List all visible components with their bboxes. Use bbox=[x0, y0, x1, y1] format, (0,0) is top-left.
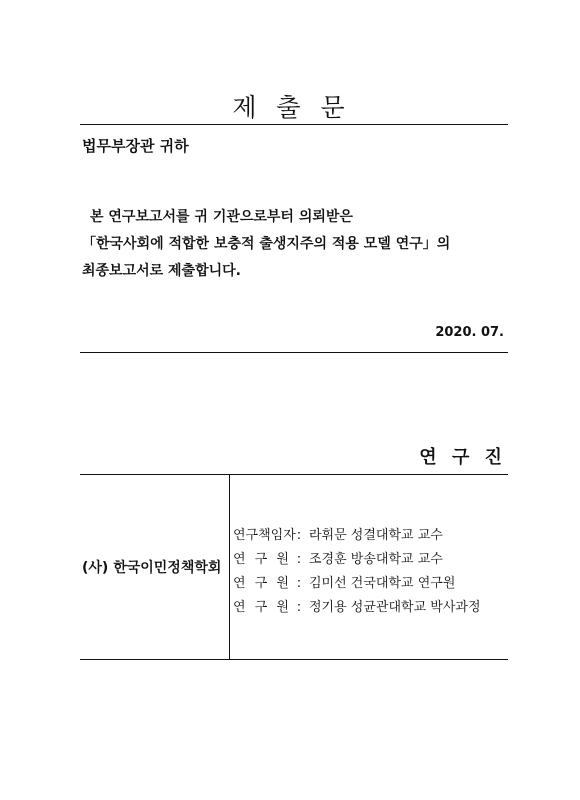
member-role: 연 구 원 bbox=[233, 552, 289, 567]
member-colon: : bbox=[296, 600, 302, 615]
organization-name: (사) 한국이민정책학회 bbox=[82, 560, 222, 576]
body-line: 최종보고서로 제출합니다. bbox=[82, 263, 241, 279]
page-title: 제 출 문 bbox=[232, 93, 348, 122]
member-name: 김미선 건국대학교 연구원 bbox=[309, 576, 456, 591]
team-table-column-divider bbox=[229, 475, 230, 659]
team-table-bottom-rule bbox=[80, 659, 508, 660]
member-role: 연 구 원 bbox=[233, 600, 289, 615]
title-divider bbox=[80, 124, 508, 125]
member-colon: : bbox=[296, 552, 302, 567]
team-member bbox=[233, 524, 443, 543]
team-member bbox=[233, 548, 443, 567]
body-line: 본 연구보고서를 귀 기관으로부터 의뢰받은 bbox=[90, 209, 353, 225]
team-member bbox=[233, 572, 455, 591]
team-member bbox=[233, 596, 481, 615]
member-colon: : bbox=[296, 576, 302, 591]
member-colon: : bbox=[296, 528, 302, 543]
submission-date: 2020. 07. bbox=[435, 325, 504, 340]
body-line: 「한국사회에 적합한 보충적 출생지주의 적용 모델 연구」의 bbox=[82, 236, 451, 252]
member-name: 조경훈 방송대학교 교수 bbox=[309, 552, 443, 567]
member-name: 라휘문 성결대학교 교수 bbox=[309, 528, 443, 543]
team-table-top-rule bbox=[80, 474, 508, 475]
member-name: 정기용 성균관대학교 박사과정 bbox=[309, 600, 481, 615]
member-role: 연 구 원 bbox=[233, 576, 289, 591]
research-team-heading: 연 구 진 bbox=[419, 447, 504, 468]
section-divider bbox=[80, 352, 508, 353]
member-role: 연구책임자 bbox=[233, 528, 296, 543]
addressee: 법무부장관 귀하 bbox=[82, 137, 189, 155]
